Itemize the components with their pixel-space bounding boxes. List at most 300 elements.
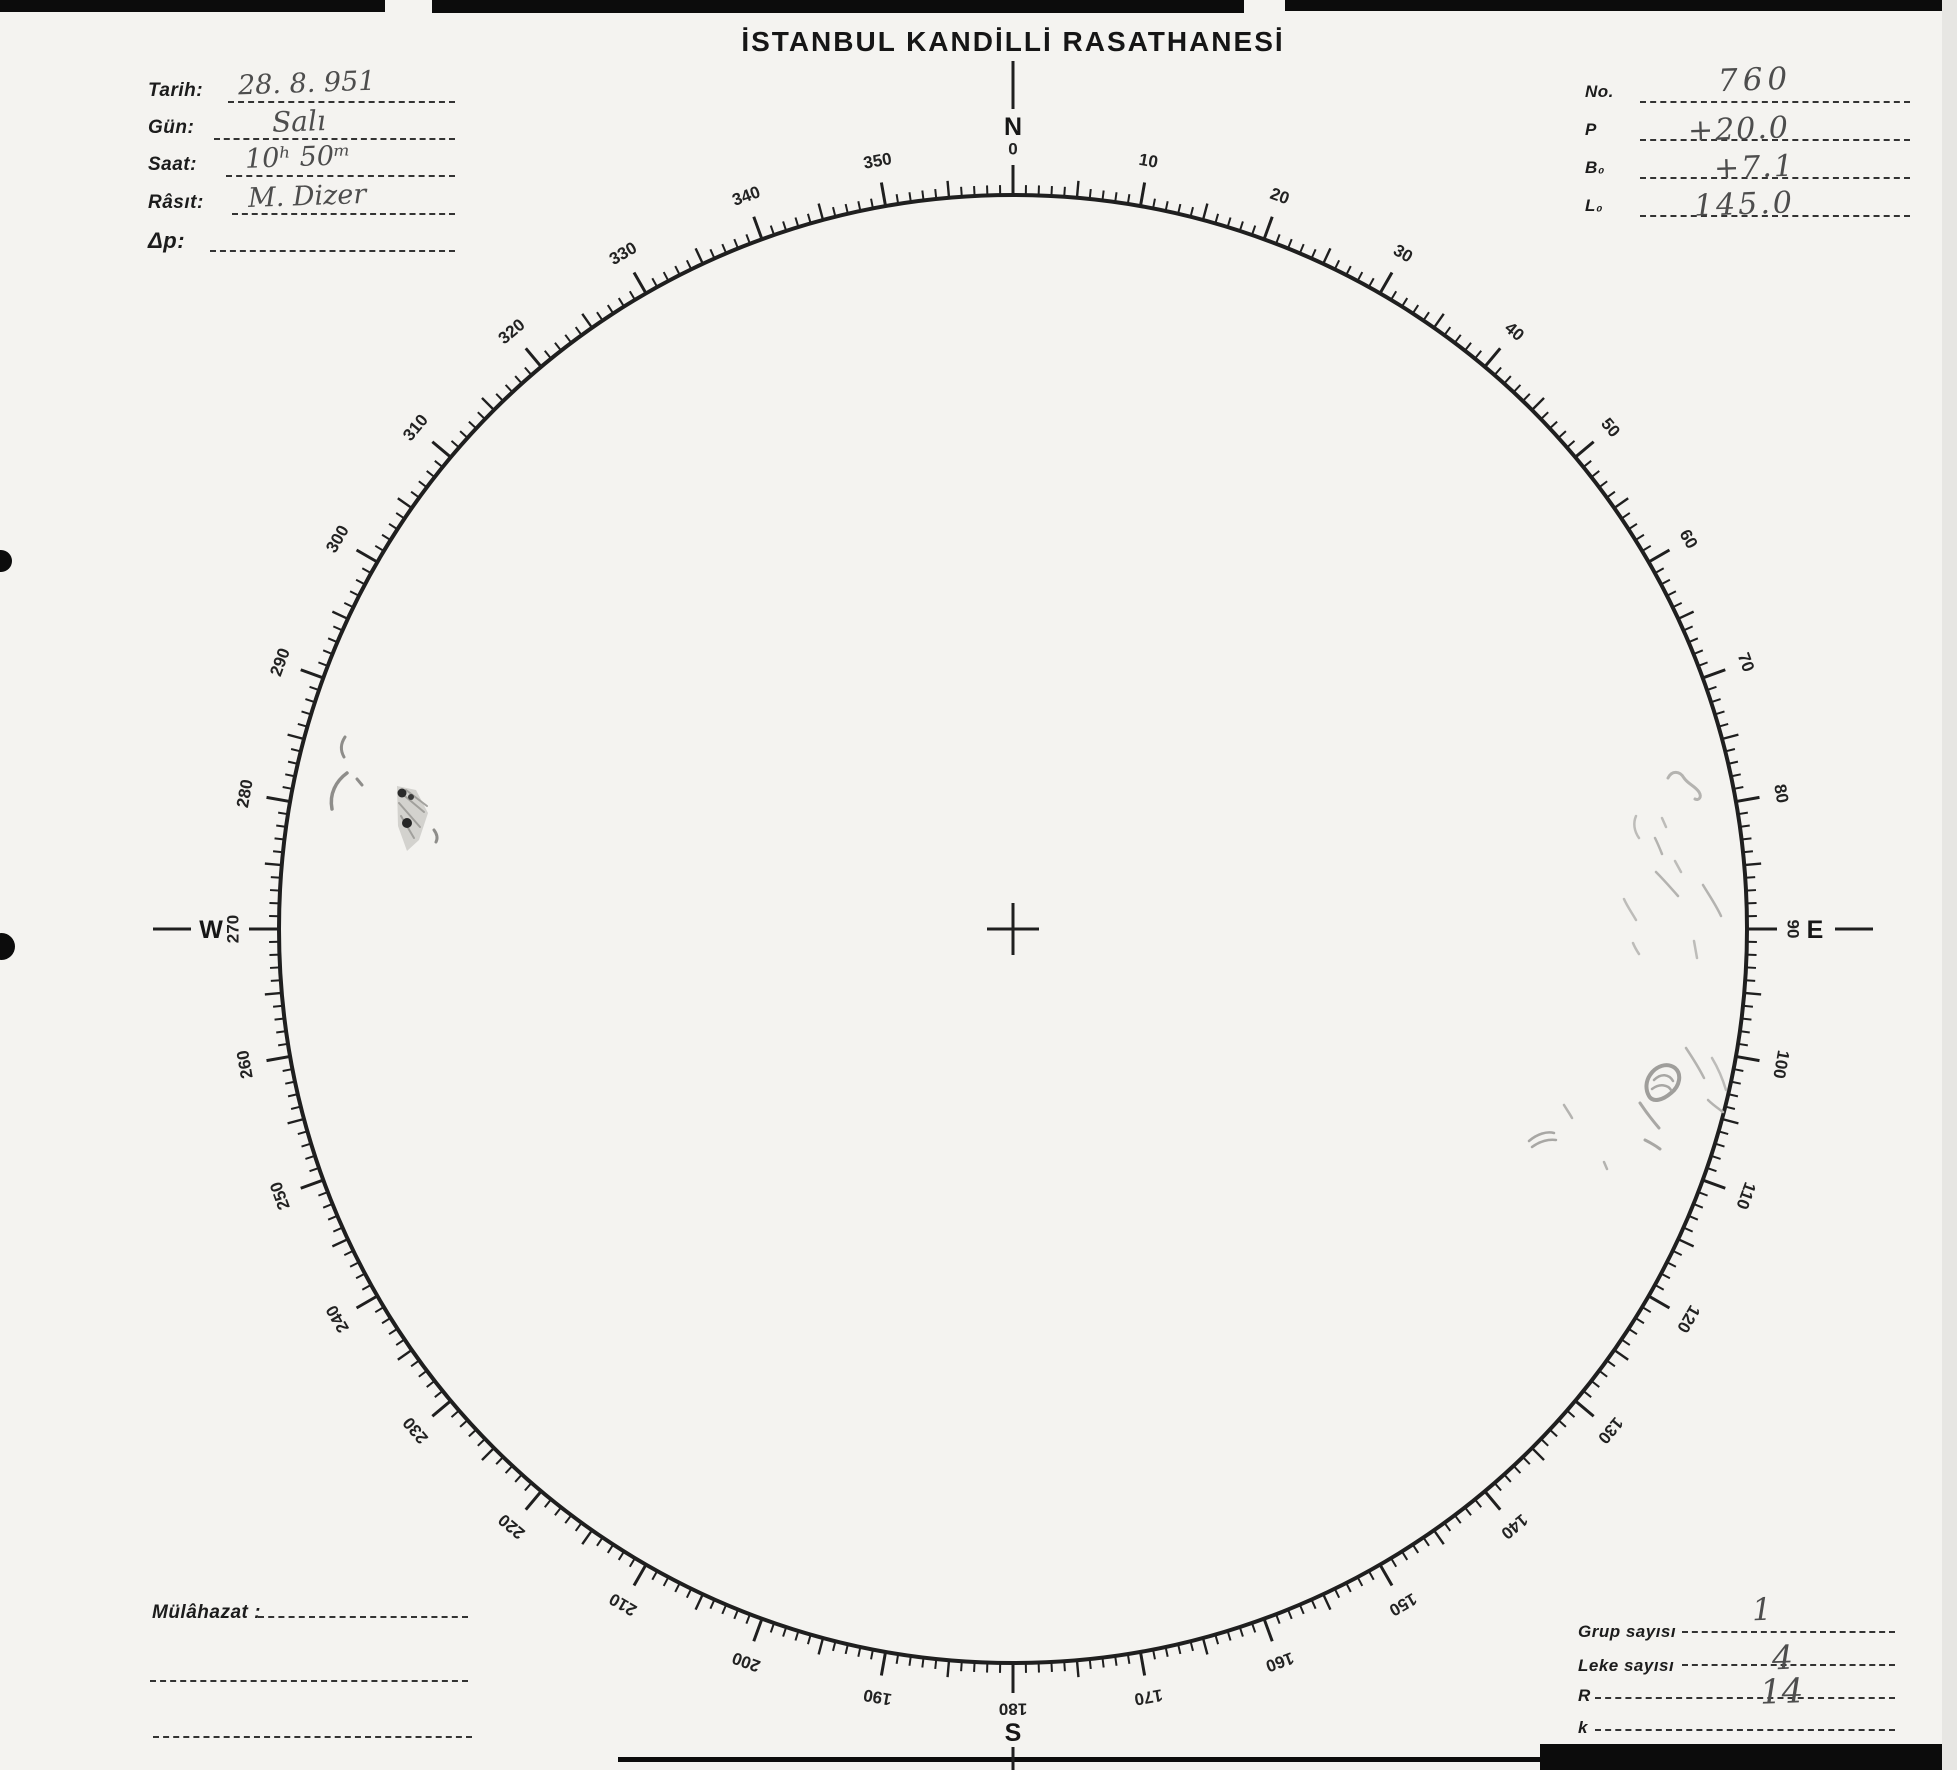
degree-tick bbox=[1051, 186, 1052, 196]
degree-label: 250 bbox=[266, 1179, 294, 1213]
degree-tick bbox=[1607, 1360, 1615, 1366]
degree-label: 0 bbox=[1008, 139, 1018, 159]
degree-tick bbox=[1635, 1318, 1643, 1323]
degree-tick bbox=[276, 825, 286, 826]
degree-tick bbox=[435, 1391, 443, 1397]
field-label-rasit: Râsıt: bbox=[148, 192, 204, 213]
degree-tick bbox=[1655, 568, 1664, 573]
degree-tick bbox=[1115, 192, 1116, 202]
sunspot-mark bbox=[1564, 1105, 1572, 1118]
degree-tick bbox=[362, 568, 371, 573]
degree-label: 210 bbox=[605, 1589, 641, 1620]
degree-tick bbox=[1742, 838, 1752, 839]
degree-tick bbox=[754, 217, 762, 240]
degree-tick bbox=[974, 186, 975, 196]
degree-tick bbox=[1455, 1515, 1461, 1523]
degree-tick bbox=[469, 422, 476, 429]
degree-tick bbox=[1740, 1031, 1750, 1032]
degree-tick bbox=[1391, 291, 1396, 300]
sunspot-mark bbox=[1529, 1132, 1556, 1147]
degree-tick bbox=[582, 1530, 592, 1544]
degree-tick bbox=[478, 1439, 485, 1446]
degree-tick bbox=[1358, 272, 1363, 281]
degree-tick bbox=[1323, 248, 1330, 263]
degree-tick bbox=[298, 724, 308, 727]
sunspot-mark bbox=[1686, 1048, 1704, 1078]
degree-tick bbox=[1514, 385, 1521, 392]
degree-tick bbox=[1629, 1329, 1637, 1334]
degree-tick bbox=[265, 864, 282, 865]
degree-tick bbox=[1064, 1661, 1065, 1671]
degree-tick bbox=[1380, 1565, 1392, 1586]
degree-tick bbox=[1742, 1018, 1752, 1019]
field-value-saat: 10ʰ 50ᵐ bbox=[244, 140, 352, 175]
degree-tick bbox=[1622, 513, 1630, 519]
degree-tick bbox=[555, 1507, 561, 1515]
degree-tick bbox=[819, 204, 823, 220]
degree-label: 200 bbox=[729, 1648, 763, 1676]
degree-tick bbox=[1678, 612, 1693, 619]
degree-tick bbox=[1719, 724, 1729, 727]
degree-tick bbox=[1495, 367, 1502, 375]
field-label-tarih: Tarih: bbox=[148, 80, 204, 101]
compass-north-label: N bbox=[1003, 113, 1023, 141]
degree-tick bbox=[398, 1350, 412, 1360]
degree-tick bbox=[881, 183, 885, 207]
degree-tick bbox=[565, 335, 571, 343]
degree-tick bbox=[722, 1605, 726, 1614]
degree-tick bbox=[1413, 1545, 1418, 1553]
degree-tick bbox=[1346, 1583, 1351, 1592]
degree-label: 320 bbox=[494, 315, 529, 348]
degree-tick bbox=[382, 1318, 390, 1323]
degree-tick bbox=[948, 1660, 949, 1677]
degree-tick bbox=[1475, 351, 1481, 359]
degree-tick bbox=[275, 838, 285, 839]
degree-label: 50 bbox=[1597, 414, 1624, 441]
degree-tick bbox=[1335, 260, 1339, 269]
degree-tick bbox=[1715, 1144, 1725, 1147]
degree-tick bbox=[1532, 1448, 1544, 1460]
degree-label: 190 bbox=[861, 1685, 894, 1709]
degree-tick bbox=[267, 797, 291, 801]
degree-tick bbox=[1140, 183, 1144, 207]
sunspot-mark bbox=[1652, 1075, 1673, 1090]
degree-tick bbox=[597, 1538, 603, 1546]
degree-tick bbox=[808, 214, 811, 224]
degree-label: 310 bbox=[399, 410, 432, 445]
degree-tick bbox=[1703, 1180, 1726, 1188]
page-title: İSTANBUL KANDİLLİ RASATHANESİ bbox=[741, 26, 1285, 57]
degree-tick bbox=[619, 298, 624, 306]
degree-tick bbox=[1550, 1430, 1557, 1437]
degree-tick bbox=[1541, 1439, 1548, 1446]
degree-tick bbox=[435, 461, 443, 467]
degree-tick bbox=[1715, 711, 1725, 714]
degree-tick bbox=[1102, 191, 1103, 201]
field-label-r: R bbox=[1578, 1686, 1591, 1705]
degree-tick bbox=[1673, 603, 1682, 607]
degree-tick bbox=[1744, 993, 1761, 994]
sunspot-mark bbox=[1712, 1058, 1726, 1090]
degree-tick bbox=[432, 1401, 450, 1416]
degree-tick bbox=[1719, 1131, 1729, 1134]
sunspot-mark bbox=[1703, 885, 1721, 916]
degree-label: 70 bbox=[1733, 650, 1759, 675]
degree-tick bbox=[1444, 1523, 1450, 1531]
degree-tick bbox=[273, 1006, 283, 1007]
degree-tick bbox=[1090, 1659, 1091, 1669]
sunspot-mark bbox=[1640, 1103, 1659, 1128]
degree-tick bbox=[1380, 273, 1392, 294]
degree-label: 340 bbox=[729, 182, 763, 210]
field-label-k: k bbox=[1578, 1718, 1588, 1737]
sunspot-mark bbox=[408, 794, 414, 800]
sunspot-mark bbox=[1634, 816, 1639, 838]
degree-tick bbox=[1550, 422, 1557, 429]
degree-label: 220 bbox=[494, 1510, 529, 1543]
degree-tick bbox=[664, 1577, 669, 1586]
degree-tick bbox=[1583, 1391, 1591, 1397]
degree-tick bbox=[1689, 1216, 1698, 1220]
degree-tick bbox=[819, 1638, 823, 1654]
degree-tick bbox=[1642, 1307, 1651, 1312]
degree-tick bbox=[576, 327, 582, 335]
degree-tick bbox=[1689, 638, 1698, 642]
degree-tick bbox=[1743, 851, 1753, 852]
degree-tick bbox=[922, 191, 923, 201]
degree-tick bbox=[1514, 1466, 1521, 1473]
degree-tick bbox=[270, 967, 280, 968]
compass-south-label: S bbox=[1004, 1719, 1022, 1747]
sunspot-mark bbox=[1646, 1065, 1679, 1100]
field-value-tarih: 28. 8. 951 bbox=[237, 65, 376, 102]
sunspot-mark bbox=[434, 830, 437, 842]
degree-tick bbox=[961, 187, 962, 197]
degree-tick bbox=[275, 1018, 285, 1019]
degree-label: 20 bbox=[1267, 183, 1292, 209]
degree-tick bbox=[630, 1558, 635, 1567]
degree-label: 120 bbox=[1673, 1301, 1704, 1337]
degree-tick bbox=[328, 1216, 337, 1220]
degree-tick bbox=[1736, 1056, 1760, 1060]
degree-tick bbox=[619, 1551, 624, 1559]
degree-tick bbox=[948, 181, 949, 198]
degree-tick bbox=[375, 546, 384, 551]
degree-tick bbox=[301, 670, 324, 678]
degree-tick bbox=[597, 312, 603, 320]
degree-tick bbox=[1391, 1558, 1396, 1567]
degree-tick bbox=[1264, 217, 1272, 240]
degree-label: 230 bbox=[399, 1413, 432, 1448]
degree-tick bbox=[1649, 1296, 1670, 1308]
degree-tick bbox=[710, 1600, 714, 1609]
degree-tick bbox=[881, 1652, 885, 1676]
field-label-p: P bbox=[1585, 120, 1597, 139]
degree-tick bbox=[506, 1466, 513, 1473]
degree-tick bbox=[1369, 1571, 1374, 1580]
degree-tick bbox=[675, 1583, 680, 1592]
degree-tick bbox=[922, 1658, 923, 1668]
degree-tick bbox=[432, 442, 450, 457]
degree-tick bbox=[1402, 1551, 1407, 1559]
field-value-leke-sayisi: 4 bbox=[1771, 1637, 1794, 1678]
degree-tick bbox=[419, 481, 427, 487]
degree-tick bbox=[1485, 1491, 1500, 1509]
degree-tick bbox=[1567, 1411, 1575, 1418]
degree-tick bbox=[1228, 218, 1231, 228]
degree-tick bbox=[1504, 376, 1511, 383]
degree-tick bbox=[427, 1381, 435, 1387]
degree-tick bbox=[271, 980, 281, 981]
degree-tick bbox=[1335, 1589, 1339, 1598]
degree-tick bbox=[1661, 580, 1670, 585]
degree-tick bbox=[460, 431, 467, 438]
degree-tick bbox=[1684, 626, 1693, 630]
degree-tick bbox=[526, 1491, 541, 1509]
field-value-rasit: M. Dizer bbox=[247, 178, 367, 215]
degree-tick bbox=[357, 1296, 378, 1308]
degree-label: 60 bbox=[1675, 526, 1702, 552]
degree-label: 110 bbox=[1732, 1179, 1760, 1212]
degree-tick bbox=[1300, 1605, 1304, 1614]
degree-tick bbox=[1703, 670, 1726, 678]
degree-tick bbox=[1413, 305, 1418, 313]
degree-tick bbox=[608, 305, 613, 313]
degree-tick bbox=[1495, 1483, 1502, 1491]
field-value-l0: 145.0 bbox=[1693, 185, 1796, 224]
degree-label: 80 bbox=[1770, 782, 1793, 805]
degree-tick bbox=[344, 1251, 353, 1255]
degree-tick bbox=[1203, 1638, 1207, 1654]
degree-tick bbox=[1558, 1420, 1565, 1427]
degree-tick bbox=[722, 244, 726, 253]
degree-tick bbox=[1583, 461, 1591, 467]
degree-tick bbox=[1532, 398, 1544, 410]
degree-tick bbox=[1064, 187, 1065, 197]
degree-label: 180 bbox=[998, 1699, 1028, 1719]
degree-tick bbox=[696, 248, 703, 263]
degree-tick bbox=[1746, 967, 1756, 968]
degree-tick bbox=[526, 348, 541, 366]
degree-tick bbox=[555, 343, 561, 351]
degree-tick bbox=[608, 1545, 613, 1553]
degree-tick bbox=[270, 890, 280, 891]
sunspot-mark bbox=[341, 737, 345, 757]
sunspot-mark bbox=[1675, 861, 1681, 872]
degree-tick bbox=[1300, 244, 1304, 253]
degree-tick bbox=[1358, 1577, 1363, 1586]
field-label-b0: B₀ bbox=[1585, 158, 1605, 177]
degree-tick bbox=[1722, 1119, 1738, 1123]
degree-tick bbox=[1599, 481, 1607, 487]
sunspot-mark bbox=[1633, 943, 1639, 954]
degree-tick bbox=[515, 376, 522, 383]
degree-tick bbox=[1740, 825, 1750, 826]
degree-tick bbox=[634, 273, 646, 294]
degree-tick bbox=[1312, 1600, 1316, 1609]
degree-tick bbox=[302, 1144, 312, 1147]
sunspot-mark bbox=[1655, 838, 1662, 854]
degree-tick bbox=[411, 492, 419, 498]
degree-tick bbox=[333, 1228, 342, 1232]
field-label-grup-sayisi: Grup sayısı bbox=[1578, 1622, 1677, 1641]
field-label-gun: Gün: bbox=[148, 117, 195, 138]
degree-tick bbox=[451, 441, 459, 448]
field-label-no: No. bbox=[1585, 82, 1614, 101]
degree-tick bbox=[545, 351, 551, 359]
sunspot-mark bbox=[1656, 872, 1678, 896]
degree-label: 30 bbox=[1390, 240, 1416, 267]
degree-tick bbox=[356, 1274, 365, 1279]
degree-tick bbox=[565, 1515, 571, 1523]
degree-tick bbox=[332, 612, 347, 619]
degree-tick bbox=[1614, 1350, 1628, 1360]
degree-tick bbox=[1614, 498, 1628, 508]
degree-tick bbox=[1575, 1401, 1593, 1416]
field-label-mulahazat: Mülâhazat : bbox=[152, 1602, 261, 1623]
degree-tick bbox=[1312, 249, 1316, 258]
degree-tick bbox=[582, 314, 592, 328]
degree-tick bbox=[482, 1448, 494, 1460]
field-value-b0: +7.1 bbox=[1713, 148, 1796, 187]
degree-tick bbox=[634, 1565, 646, 1586]
degree-tick bbox=[332, 1239, 347, 1246]
degree-label: 260 bbox=[233, 1048, 257, 1081]
degree-tick bbox=[1655, 1285, 1664, 1290]
degree-tick bbox=[496, 394, 503, 401]
degree-tick bbox=[1077, 1660, 1078, 1677]
degree-tick bbox=[451, 1411, 459, 1418]
degree-tick bbox=[1102, 1658, 1103, 1668]
degree-tick bbox=[482, 398, 494, 410]
degree-tick bbox=[1661, 1274, 1670, 1279]
degree-tick bbox=[271, 877, 281, 878]
degree-tick bbox=[652, 278, 657, 287]
field-value-gun: Salı bbox=[271, 104, 327, 139]
degree-tick bbox=[1678, 1239, 1693, 1246]
sunspot-mark bbox=[1668, 772, 1700, 799]
degree-tick bbox=[1323, 1594, 1330, 1609]
sunspot-sketch bbox=[331, 737, 1726, 1169]
degree-tick bbox=[909, 192, 910, 202]
degree-tick bbox=[525, 367, 532, 375]
degree-tick bbox=[1722, 735, 1738, 739]
compass-west-label: W bbox=[199, 916, 223, 944]
degree-tick bbox=[1667, 591, 1676, 596]
degree-tick bbox=[382, 535, 390, 540]
degree-label: 290 bbox=[266, 645, 294, 679]
degree-tick bbox=[1215, 214, 1218, 224]
degree-tick bbox=[1369, 278, 1374, 287]
degree-tick bbox=[1203, 204, 1207, 220]
field-label-leke-sayisi: Leke sayısı bbox=[1578, 1656, 1675, 1675]
degree-tick bbox=[288, 735, 304, 739]
degree-label: 100 bbox=[1769, 1048, 1793, 1081]
sunspot-mark bbox=[398, 789, 407, 798]
degree-tick bbox=[1444, 327, 1450, 335]
degree-label: 300 bbox=[322, 521, 353, 557]
degree-label: 130 bbox=[1594, 1413, 1627, 1448]
degree-tick bbox=[1744, 864, 1761, 865]
degree-tick bbox=[301, 1180, 324, 1188]
degree-tick bbox=[333, 626, 342, 630]
degree-tick bbox=[398, 498, 412, 508]
degree-tick bbox=[754, 1619, 762, 1642]
degree-tick bbox=[1264, 1619, 1272, 1642]
degree-tick bbox=[795, 1631, 798, 1641]
degree-tick bbox=[696, 1594, 703, 1609]
degree-label: 350 bbox=[861, 149, 894, 173]
degree-tick bbox=[1745, 877, 1755, 878]
degree-tick bbox=[1743, 1006, 1753, 1007]
degree-tick bbox=[1090, 189, 1091, 199]
degree-tick bbox=[396, 513, 404, 519]
degree-tick bbox=[1745, 980, 1755, 981]
degree-tick bbox=[375, 1307, 384, 1312]
degree-tick bbox=[1746, 890, 1756, 891]
sunspot-mark bbox=[1624, 899, 1636, 920]
degree-tick bbox=[974, 1662, 975, 1672]
degree-tick bbox=[1673, 1251, 1682, 1255]
degree-tick bbox=[1684, 1228, 1693, 1232]
degree-tick bbox=[1228, 1631, 1231, 1641]
degree-label: 280 bbox=[233, 777, 257, 810]
field-label-saat: Saat: bbox=[148, 154, 197, 175]
degree-tick bbox=[350, 591, 359, 596]
degree-tick bbox=[1558, 431, 1565, 438]
field-value-grup-sayisi: 1 bbox=[1751, 1591, 1773, 1629]
degree-tick bbox=[675, 266, 680, 275]
degree-tick bbox=[545, 1499, 551, 1507]
degree-tick bbox=[630, 291, 635, 300]
degree-tick bbox=[1475, 1499, 1481, 1507]
degree-tick bbox=[961, 1661, 962, 1671]
degree-label: 240 bbox=[322, 1301, 353, 1337]
degree-tick bbox=[1455, 335, 1461, 343]
degree-tick bbox=[1667, 1262, 1676, 1267]
sunspot-mark bbox=[1662, 818, 1666, 827]
degree-label: 140 bbox=[1497, 1510, 1532, 1543]
degree-tick bbox=[1736, 797, 1760, 801]
degree-tick bbox=[710, 249, 714, 258]
degree-tick bbox=[652, 1571, 657, 1580]
degree-label: 10 bbox=[1137, 149, 1160, 172]
degree-tick bbox=[1485, 348, 1500, 366]
degree-tick bbox=[1434, 1530, 1444, 1544]
degree-tick bbox=[1591, 471, 1599, 477]
sunspot-mark bbox=[357, 779, 362, 785]
degree-tick bbox=[1599, 1371, 1607, 1377]
sunspot-mark bbox=[1708, 1100, 1723, 1112]
degree-tick bbox=[478, 412, 485, 419]
degree-tick bbox=[1504, 1474, 1511, 1481]
degree-tick bbox=[1629, 524, 1637, 529]
degree-tick bbox=[1402, 298, 1407, 306]
degree-tick bbox=[350, 1262, 359, 1267]
degree-label: 330 bbox=[605, 238, 641, 269]
degree-tick bbox=[1077, 181, 1078, 198]
field-value-r: 14 bbox=[1759, 1671, 1804, 1713]
degree-tick bbox=[362, 1285, 371, 1290]
sunspot-mark bbox=[1645, 1140, 1660, 1149]
degree-tick bbox=[1642, 546, 1651, 551]
degree-tick bbox=[525, 1483, 532, 1491]
field-value-no: 760 bbox=[1717, 60, 1793, 100]
sunspot-mark bbox=[331, 773, 347, 809]
degree-label: 170 bbox=[1132, 1685, 1165, 1709]
field-label-l0: L₀ bbox=[1585, 196, 1604, 215]
